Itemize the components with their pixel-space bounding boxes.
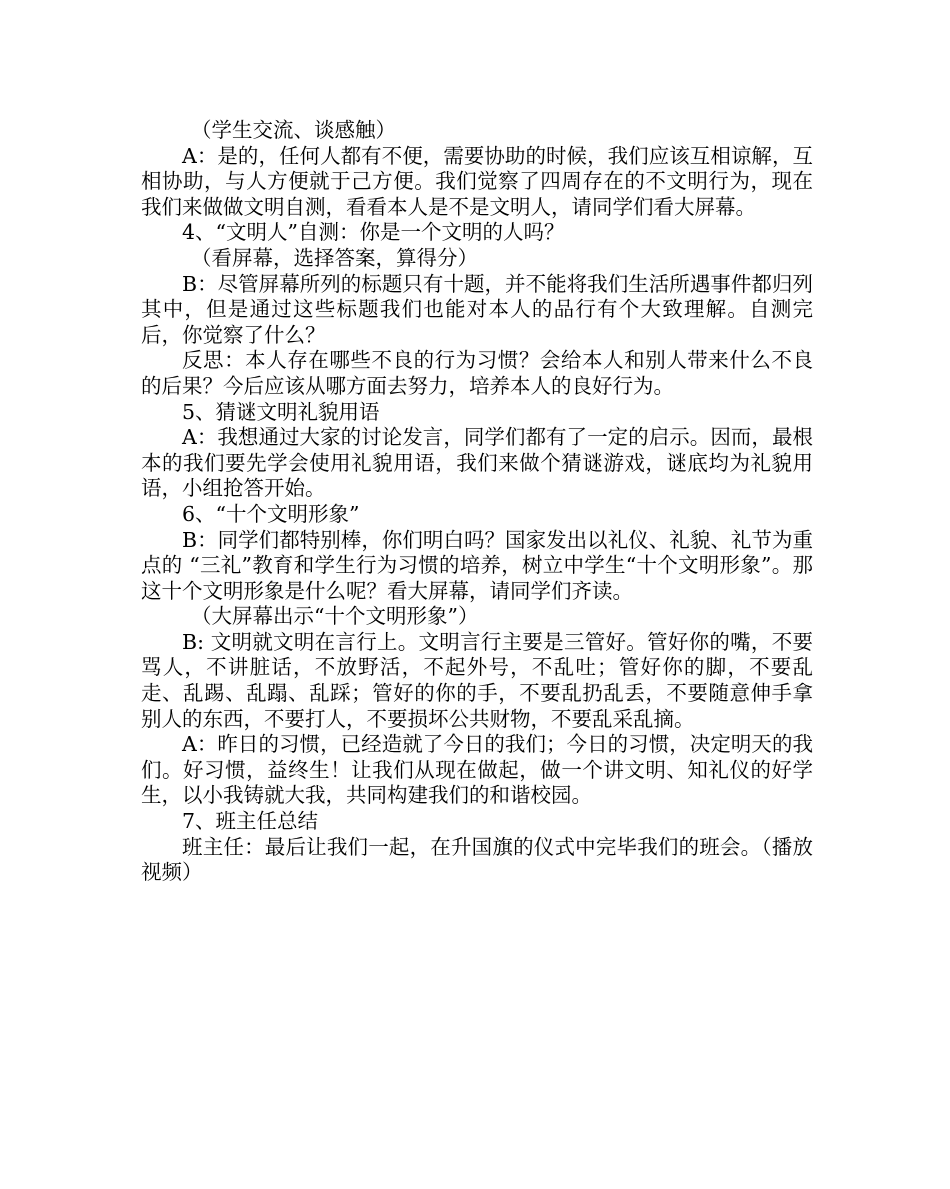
paragraph-a-mutual-help: A：是的，任何人都有不便，需要协助的时候，我们应该互相谅解，互相协助，与人方便就于己方便。我们觉察了四周存在的不文明行为，现在我们来做做文明自测，看看本人是不是文明人，请同学们看大屏幕。 xyxy=(141,143,813,219)
paragraph-b-civilized-speech: B: 文明就文明在言行上。文明言行主要是三管好。管好你的嘴，不要骂人，不讲脏话，不放野活，不起外号，不乱吐；管好你的脚，不要乱走、乱踢、乱蹋、乱踩；管好的你的手，不要乱扔乱丢，不要随意伸手拿别人的东西，不要打人，不要损坏公共财物，不要乱采乱摘。 xyxy=(141,629,813,731)
stage-direction-big-screen: （大屏幕出示“十个文明形象”） xyxy=(191,604,479,629)
paragraph-b-self-test: B：尽管屏幕所列的标题只有十题，并不能将我们生活所遇事件都归列其中，但是通过这些标题我们也能对本人的品行有个大致理解。自测完后，你觉察了什么？ xyxy=(141,271,813,347)
section-heading-7: 7、班主任总结 xyxy=(182,809,319,834)
section-heading-5: 5、猜谜文明礼貌用语 xyxy=(182,399,380,424)
paragraph-reflection: 反思：本人存在哪些不良的行为习惯？会给本人和别人带来什么不良的后果？今后应该从哪方面去努力，培养本人的良好行为。 xyxy=(141,348,813,398)
paragraph-teacher-summary: 班主任：最后让我们一起，在升国旗的仪式中完毕我们的班会。（播放视频） xyxy=(141,834,813,885)
section-heading-6: 6、“十个文明形象” xyxy=(182,501,360,526)
paragraph-a-good-habits: A：昨日的习惯，已经造就了今日的我们；今日的习惯，决定明天的我们。好习惯，益终生！让我们从现在做起，做一个讲文明、知礼仪的好学生，以小我铸就大我，共同构建我们的和谐校园。 xyxy=(141,732,813,808)
stage-direction-screen-answers: （看屏幕，选择答案，算得分） xyxy=(191,245,478,270)
paragraph-b-ten-images: B：同学们都特别棒，你们明白吗？国家发出以礼仪、礼貌、礼节为重点的 “三礼”教育和学生行为习惯的培养，树立中学生“十个文明形象”。那这十个文明形象是什么呢？看大屏幕，请同学们齐读。 xyxy=(141,527,813,603)
paragraph-a-riddles: A：我想通过大家的讨论发言，同学们都有了一定的启示。因而，最根本的我们要先学会使用礼貌用语，我们来做个猜谜游戏，谜底均为礼貌用语，小组抢答开始。 xyxy=(141,425,813,501)
document-body xyxy=(141,118,813,886)
section-heading-4: 4、“文明人”自测：你是一个文明的人吗？ xyxy=(182,220,565,245)
stage-direction-student-exchange: （学生交流、谈感触） xyxy=(191,118,396,142)
